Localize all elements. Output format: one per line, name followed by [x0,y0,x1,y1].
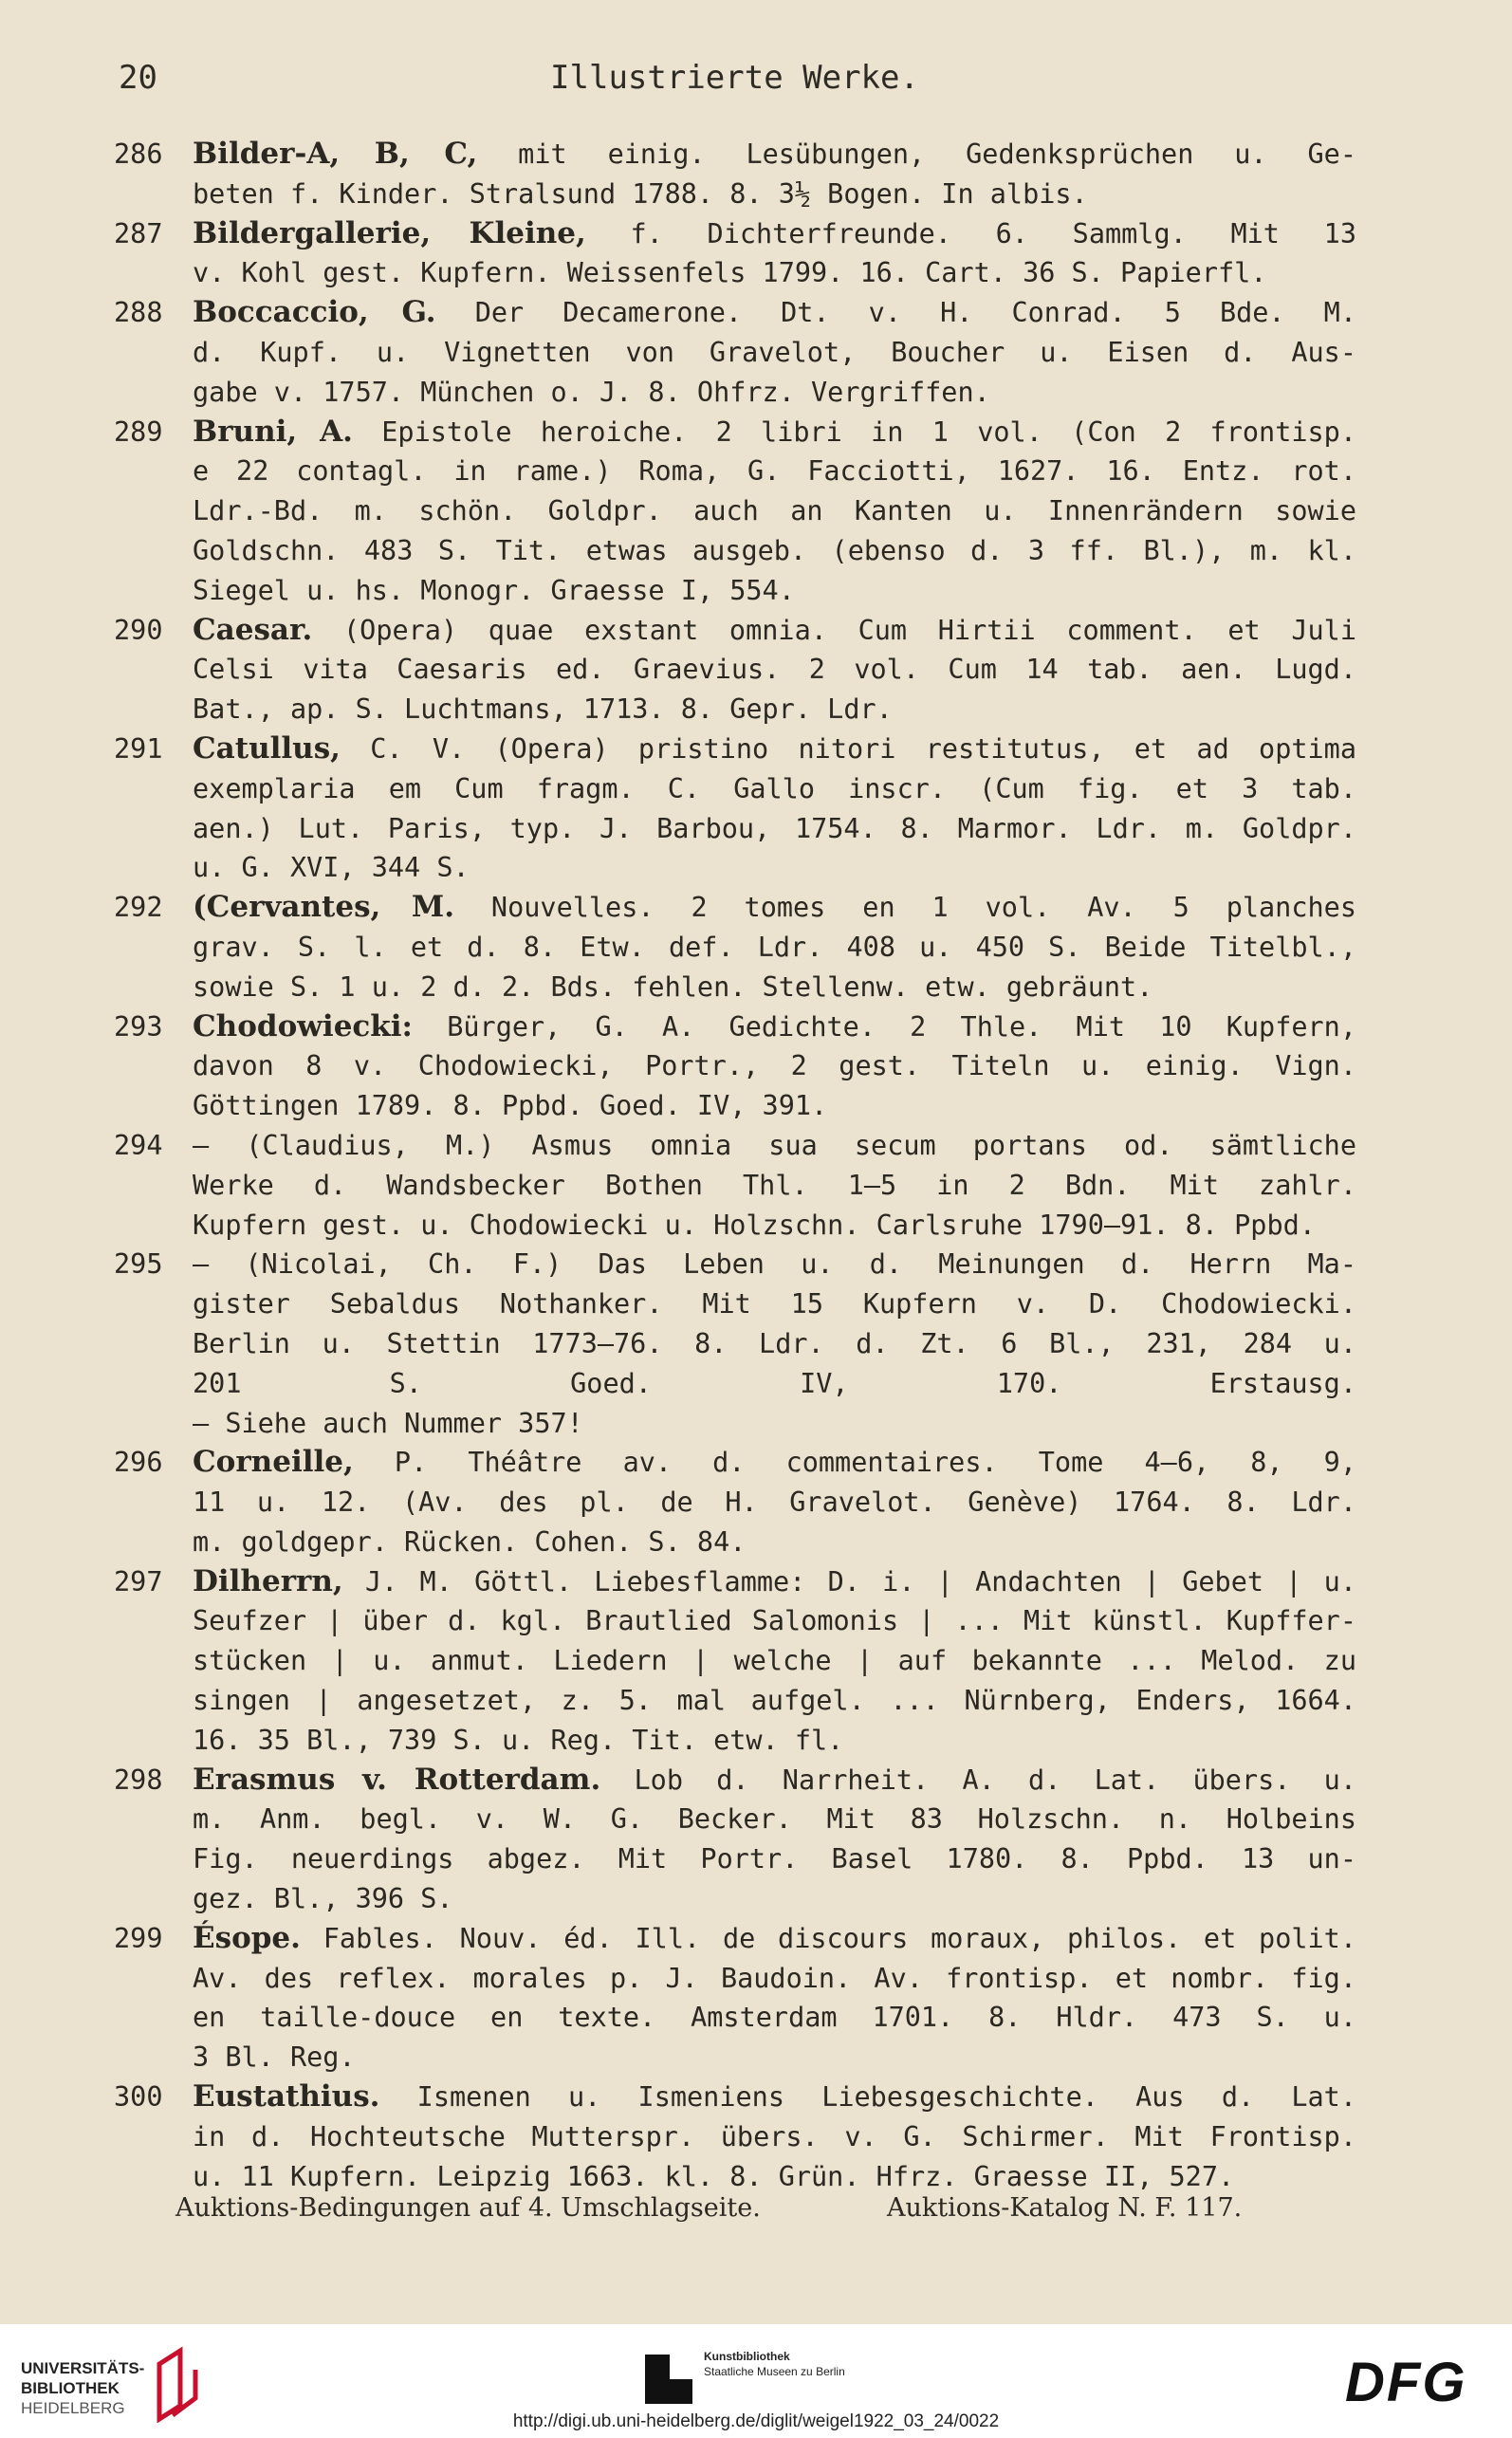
entry-line: Caesar. (Opera) quae exstant omnia. Cum Hirtii comment. et Juli [193,612,1356,647]
entry-number: 287 [114,217,163,249]
entry-number: 298 [114,1764,163,1796]
entry-line: m. goldgepr. Rücken. Cohen. S. 84. [193,1525,747,1558]
entry-author: Bruni, A. [193,414,353,449]
entry-author: Bilder-A, B, C, [193,137,478,171]
entry-line: grav. S. l. et d. 8. Etw. def. Ldr. 408 u. 450 S. Beide Titelbl., [193,931,1356,963]
entry-number: 286 [114,139,163,170]
kunstbibliothek-name [704,2349,845,2379]
entry-number: 292 [114,892,163,924]
entry-line: en taille-douce en texte. Amsterdam 1701. 8. Hldr. 473 S. u. [193,2002,1356,2034]
entry-line: Seufzer | über d. kgl. Brautlied Salomonis | ... Mit künstl. Kupffer- [193,1605,1356,1637]
entry-line: — (Nicolai, Ch. F.) Das Leben u. d. Meinungen d. Herrn Ma- [193,1248,1356,1281]
entry-line: beten f. Kinder. Stralsund 1788. 8. 3½ Bogen. In albis. [193,177,1088,210]
entry-line: Werke d. Wandsbecker Bothen Thl. 1—5 in 2 Bdn. Mit zahlr. [193,1169,1356,1201]
entry-line: m. Anm. begl. v. W. G. Becker. Mit 83 Holzschn. n. Holbeins [193,1803,1356,1836]
catalog-entry [114,1919,1356,2078]
entry-number: 300 [114,2081,163,2114]
page-header [119,59,1351,106]
catalog-entry [114,1443,1356,1561]
entry-line: Bruni, A. Epistole heroiche. 2 libri in 1 vol. (Con 2 frontisp. [193,414,1356,449]
entry-line: 16. 35 Bl., 739 S. u. Reg. Tit. etw. fl. [193,1724,844,1756]
page-number: 20 [119,59,157,97]
entry-line: — (Claudius, M.) Asmus omnia sua secum portans od. sämtliche [193,1129,1356,1161]
kunstbibliothek-title: Kunstbibliothek [704,2350,790,2363]
entry-line: Ldr.-Bd. m. schön. Goldpr. auch an Kanten u. Innenrändern sowie [193,495,1356,527]
entry-author: Boccaccio, G. [193,295,436,330]
entry-number: 295 [114,1248,163,1281]
entry-line: 3 Bl. Reg. [193,2041,356,2074]
catalog-entries [114,135,1356,2196]
catalog-entry [114,1245,1356,1443]
entry-number: 290 [114,614,163,646]
entry-author: Eustathius. [193,2079,380,2115]
entry-line: Bilder-A, B, C, mit einig. Lesübungen, Gedenksprüchen u. Ge- [193,137,1356,171]
entry-author: (Cervantes, M. [193,890,454,925]
entry-number: 289 [114,416,163,448]
page-title: Illustrierte Werke. [550,59,919,97]
entry-line: Chodowiecki: Bürger, G. A. Gedichte. 2 Thle. Mit 10 Kupfern, [193,1008,1356,1044]
auction-conditions-note: Auktions-Bedingungen auf 4. Umschlagseite. [175,2193,761,2223]
university-name-line-1: UNIVERSITÄTS- [21,2359,145,2377]
entry-line: Av. des reflex. morales p. J. Baudoin. Av. frontisp. et nombr. fig. [193,1962,1356,1994]
entry-author: Chodowiecki: [193,1008,414,1044]
entry-line: Fig. neuerdings abgez. Mit Portr. Basel 1780. 8. Ppbd. 13 un- [193,1843,1356,1875]
entry-number: 291 [114,732,163,765]
entry-author: Dilherrn, [193,1563,343,1598]
entry-number: 294 [114,1129,163,1161]
entry-line: Berlin u. Stettin 1773—76. 8. Ldr. d. Zt. 6 Bl., 231, 284 u. [193,1327,1356,1359]
university-name-line-2: BIBLIOTHEK [21,2379,120,2397]
university-library-name [21,2358,144,2418]
catalog-entry [114,611,1356,730]
entry-number: 296 [114,1447,163,1479]
entry-line: sowie S. 1 u. 2 d. 2. Bds. fehlen. Stellenw. etw. gebräunt. [193,970,1153,1003]
entry-line: 11 u. 12. (Av. des pl. de H. Gravelot. Genève) 1764. 8. Ldr. [193,1487,1356,1519]
entry-line: Erasmus v. Rotterdam. Lob d. Narrheit. A. d. Lat. übers. u. [193,1762,1356,1797]
entry-line: Dilherrn, J. M. Göttl. Liebesflamme: D. i. | Andachten | Gebet | u. [193,1563,1356,1598]
entry-author: Erasmus v. Rotterdam. [193,1762,601,1797]
catalog-entry [114,888,1356,1007]
entry-line: — Siehe auch Nummer 357! [193,1407,583,1439]
entry-line: davon 8 v. Chodowiecki, Portr., 2 gest. Titeln u. einig. Vign. [193,1050,1356,1082]
entry-line: Ésope. Fables. Nouv. éd. Ill. de discours moraux, philos. et polit. [193,1920,1356,1955]
entry-line: exemplaria em Cum fragm. C. Gallo inscr. (Cum fig. et 3 tab. [193,772,1356,804]
entry-number: 297 [114,1565,163,1598]
entry-line: Boccaccio, G. Der Decamerone. Dt. v. H. Conrad. 5 Bde. M. [193,295,1356,330]
entry-line: stücken | u. anmut. Liedern | welche | auf bekannte ... Melod. zu [193,1645,1356,1677]
catalog-entry [114,1761,1356,1919]
entry-line: Bildergallerie, Kleine, f. Dichterfreunde. 6. Sammlg. Mit 13 [193,215,1356,250]
entry-author: Corneille, [193,1445,354,1480]
dfg-logo: DFG [1345,2352,1467,2413]
entry-line: gabe v. 1757. München o. J. 8. Ohfrz. Vergriffen. [193,376,990,408]
entry-line: e 22 contagl. in rame.) Roma, G. Facciotti, 1627. 16. Entz. rot. [193,455,1356,488]
entry-line: u. 11 Kupfern. Leipzig 1663. kl. 8. Grün. Hfrz. Graesse II, 527. [193,2160,1235,2192]
entry-line: Kupfern gest. u. Chodowiecki u. Holzschn. Carlsruhe 1790—91. 8. Ppbd. [193,1209,1316,1241]
entry-author: Caesar. [193,612,313,647]
entry-line: Celsi vita Caesaris ed. Graevius. 2 vol. Cum 14 tab. aen. Lugd. [193,654,1356,686]
permalink-url[interactable]: http://digi.ub.uni-heidelberg.de/diglit/weigel1922_03_24/0022 [512,2411,1000,2431]
entry-line: Siegel u. hs. Monogr. Graesse I, 554. [193,574,795,606]
kunstbibliothek-subtitle: Staatliche Museen zu Berlin [704,2365,845,2378]
entry-author: Bildergallerie, Kleine, [193,215,586,250]
catalog-entry [114,214,1356,294]
entry-line: Eustathius. Ismenen u. Ismeniens Liebesgeschichte. Aus d. Lat. [193,2079,1356,2115]
entry-line: Goldschn. 483 S. Tit. etwas ausgeb. (ebenso d. 3 ff. Bl.), m. kl. [193,534,1356,566]
catalog-entry [114,730,1356,888]
entry-line: Bat., ap. S. Luchtmans, 1713. 8. Gepr. Ldr. [193,693,893,726]
digitization-footer [0,2324,1512,2438]
entry-line: Catullus, C. V. (Opera) pristino nitori restitutus, et ad optima [193,730,1356,766]
entry-line: Göttingen 1789. 8. Ppbd. Goed. IV, 391. [193,1090,828,1122]
entry-number: 299 [114,1922,163,1954]
entry-line: gister Sebaldus Nothanker. Mit 15 Kupfern v. D. Chodowiecki. [193,1288,1356,1321]
auction-catalog-number: Auktions-Katalog N. F. 117. [887,2193,1243,2223]
catalog-entry [114,135,1356,214]
catalog-entry [114,1007,1356,1126]
entry-line: singen | angesetzet, z. 5. mal aufgel. ... Nürnberg, Enders, 1664. [193,1685,1356,1717]
entry-line: d. Kupf. u. Vignetten von Gravelot, Boucher u. Eisen d. Aus- [193,336,1356,368]
entry-line: Corneille, P. Théâtre av. d. commentaires. Tome 4—6, 8, 9, [193,1445,1356,1480]
entry-line: in d. Hochteutsche Mutterspr. übers. v. G. Schirmer. Mit Frontisp. [193,2120,1356,2152]
catalog-entry [114,2078,1356,2196]
entry-line: gez. Bl., 396 S. [193,1883,453,1915]
entry-line: v. Kohl gest. Kupfern. Weissenfels 1799. 16. Cart. 36 S. Papierfl. [193,257,1267,289]
entry-number: 293 [114,1010,163,1043]
entry-number: 288 [114,297,163,329]
kunstbibliothek-logo-icon [645,2355,692,2404]
entry-line: aen.) Lut. Paris, typ. J. Barbou, 1754. 8. Marmor. Ldr. m. Goldpr. [193,812,1356,844]
catalog-entry [114,1562,1356,1761]
entry-line: (Cervantes, M. Nouvelles. 2 tomes en 1 vol. Av. 5 planches [193,890,1356,925]
catalog-entry [114,1126,1356,1245]
university-name-line-3: HEIDELBERG [21,2399,125,2417]
catalog-entry [114,413,1356,611]
entry-author: Ésope. [193,1920,301,1955]
catalog-entry [114,293,1356,412]
entry-line: 201 S. Goed. IV, 170. Erstausg. [193,1367,1356,1399]
entry-line: u. G. XVI, 344 S. [193,852,470,884]
entry-author: Catullus, [193,730,341,766]
